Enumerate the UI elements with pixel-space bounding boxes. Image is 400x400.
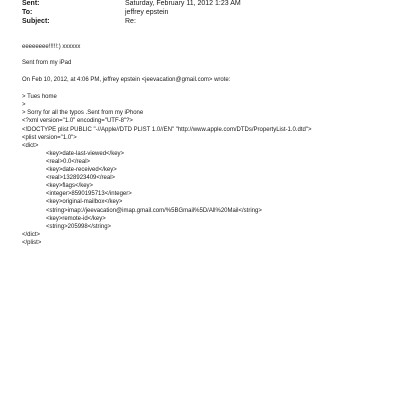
xml-line: <plist version="1.0"> bbox=[22, 135, 77, 141]
xml-line: </dict> bbox=[22, 232, 41, 238]
quoted-line: > bbox=[22, 102, 26, 108]
xml-line: <key>date-received</key> bbox=[46, 167, 117, 173]
to-label: To: bbox=[22, 9, 33, 16]
xml-line: <real>0.0</real> bbox=[46, 159, 91, 165]
subject-value: Re: bbox=[125, 18, 136, 25]
sent-value: Saturday, February 11, 2012 1:23 AM bbox=[125, 0, 241, 7]
xml-line: <!DOCTYPE plist PUBLIC "-//Apple//DTD PLIST 1.0//EN" "http://www.apple.com/DTDs/PropertyList-1.0.dtd"> bbox=[22, 127, 312, 133]
sent-label: Sent: bbox=[22, 0, 40, 7]
subject-label: Subject: bbox=[22, 18, 50, 25]
xml-line: <dict> bbox=[22, 143, 39, 149]
signature-line: Sent from my iPad bbox=[22, 60, 72, 66]
xml-line: <key>flags</key> bbox=[46, 183, 94, 189]
quoted-line: > Sorry for all the typos .Sent from my iPhone bbox=[22, 110, 144, 116]
xml-line: <string>205998</string> bbox=[46, 224, 112, 230]
reply-text: eeeeeeee!!!!!:) xxxxxx bbox=[22, 44, 81, 50]
quote-attribution: On Feb 10, 2012, at 4:06 PM, jeffrey epstein <jeevacation@gmail.com> wrote: bbox=[22, 77, 231, 83]
xml-line: <string>imap://jeevacation@imap.gmail.com/%5BGmail%5D/All%20Mail</string> bbox=[46, 208, 262, 214]
to-value: jeffrey epstein bbox=[125, 9, 169, 16]
xml-line: <key>original-mailbox</key> bbox=[46, 199, 123, 205]
xml-line: <?xml version="1.0" encoding="UTF-8"?> bbox=[22, 118, 133, 124]
xml-line: <key>remote-id</key> bbox=[46, 216, 106, 222]
subject-row bbox=[22, 17, 382, 26]
xml-line: <integer>8590195713</integer> bbox=[46, 191, 132, 197]
sent-row bbox=[22, 0, 382, 8]
to-row bbox=[22, 8, 382, 17]
xml-line: <key>date-last-viewed</key> bbox=[46, 151, 125, 157]
quoted-line: > Tues home bbox=[22, 94, 57, 100]
xml-line: </plist> bbox=[22, 240, 42, 246]
xml-line: <real>1328923409</real> bbox=[46, 175, 116, 181]
